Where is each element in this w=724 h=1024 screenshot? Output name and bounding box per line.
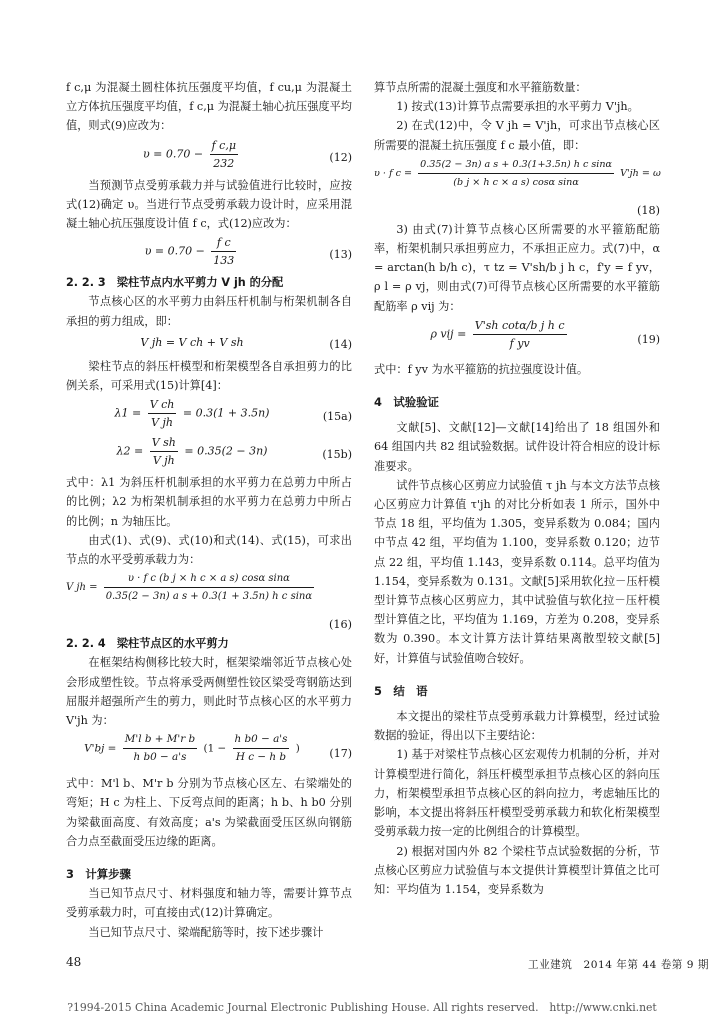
eq-fraction [150, 435, 178, 468]
equation-15a [66, 397, 352, 433]
section-heading-3: 3 计算步骤 [66, 867, 131, 882]
eq-fraction [211, 235, 236, 268]
eq-numerator: f c [211, 235, 236, 252]
section-heading-2-2-4: 2. 2. 4 梁柱节点区的水平剪力 [66, 637, 229, 651]
eq-lhs: V'bj = [84, 742, 117, 755]
eq-denominator: 0.35(2 − 3n) a s + 0.3(1 + 3.5n) h c sinα [105, 591, 313, 603]
equation-number: (12) [329, 150, 352, 164]
page-number: 48 [66, 955, 82, 969]
section-heading-4: 4 试验验证 [374, 395, 439, 410]
eq-fraction [148, 397, 177, 430]
eq-body: V jh = V ch + V sh [140, 335, 244, 349]
paragraph: 节点核心区的水平剪力由斜压杆机制与桁架机制各自承担的剪力组成，即： [66, 295, 352, 328]
eq-numerator: M'l b + M'r b [123, 732, 198, 749]
journal-info: 工业建筑 2014 年第 44 卷第 9 期 [528, 959, 709, 971]
eq-lhs: υ = 0.70 − [144, 244, 205, 258]
copyright-notice: ?1994-2015 China Academic Journal Electronic Publishing House. All rights reserved. http://www.cnki.net [67, 1001, 657, 1014]
eq-denominator: 232 [213, 156, 235, 170]
equation-19 [374, 318, 660, 358]
paragraph: 式中：λ1 为斜压杆机制承担的水平剪力在总剪力中所占的比例；λ2 为桁架机制承担的水平剪力在总剪力中所占的比例；n 为轴压比。 [66, 476, 352, 528]
paragraph: 2) 在式(12)中，令 V jh = V'jh，可求出节点核心区所需要的混凝土抗压强度 f c 最小值，即： [374, 119, 660, 152]
equation-number: (14) [329, 337, 352, 351]
equation-number: (17) [329, 747, 352, 761]
eq-denominator: h b0 − a's [133, 751, 187, 764]
equation-14 [66, 333, 352, 355]
eq-denominator: 133 [213, 254, 235, 268]
eq-numerator: V sh [150, 435, 178, 452]
eq-rhs: = 0.3(1 + 3.5n) [182, 406, 270, 420]
paragraph: 在框架结构侧移比较大时，框架梁端邻近节点核心处会形成塑性铰。节点将承受两侧塑性铰区梁受弯钢筋达到屈服并超强所产生的剪力，则此时节点核心区的水平剪力 V'jh 为： [66, 656, 352, 728]
paragraph: 文献[5]、文献[12]—文献[14]给出了 18 组国外和 64 组国内共 82 组试验数据。试件设计符合相应的设计标准要求。 [374, 421, 660, 473]
eq-denominator: f yv [509, 336, 530, 350]
eq-fraction [123, 732, 198, 765]
eq-denominator: V jh [151, 416, 174, 430]
eq-fraction [473, 318, 567, 351]
eq-denominator: H c − h b [235, 751, 287, 764]
eq-rhs: = 0.35(2 − 3n) [184, 444, 268, 458]
eq-numerator: f c,μ [210, 138, 238, 155]
paragraph: 当已知节点尺寸、材料强度和轴力等，需要计算节点受剪承载力时，可直接由式(12)计算确定。 [66, 887, 352, 920]
equation-18 [374, 157, 660, 199]
paragraph: f c,μ 为混凝土圆柱体抗压强度平均值，f cu,μ 为混凝土立方体抗压强度平均值，f c,μ 为混凝土轴心抗压强度平均值，则式(9)应改为： [66, 81, 352, 133]
paragraph: 1) 基于对梁柱节点核心区宏观传力机制的分析，并对计算模型进行简化，斜压杆模型承担节点核心区的斜向压力，桁架模型承担节点核心区的斜向拉力，考虑轴压比的影响，本文提出将斜压杆模型受剪承载力和软化桁架模型受剪承载力按一定的比例组合的计算模型。 [374, 748, 660, 839]
eq-numerator: υ · f c (b j × h c × a s) cosα sinα [104, 571, 314, 588]
paragraph: 试件节点核心区剪应力试验值 τ jh 与本文方法节点核心区剪应力计算值 τ'jh 的对比分析如表 1 所示，国外中节点 18 组，平均值为 1.305，变异系数为 0.084；国内中节点 42 组，平均值为 1.100，变异系数 0.120；边节点 22 组，平均值 1.143，变异系数 0.114。总平均值为 1.154，变异系数为 0.131。文献[5]采用软化拉－压杆模型计算节点核心区剪应力，其中试验值与软化拉－压杆模型计算值之比，平均值为 1.169，方差为 0.208，变异系数为 0.390。本文计算方法计算结果离散型较文献[5]好，计算值与试验值吻合较好。 [374, 478, 660, 665]
section-heading-2-2-3: 2. 2. 3 梁柱节点内水平剪力 V jh 的分配 [66, 276, 284, 290]
eq-lhs: V jh = [66, 582, 98, 594]
eq-lhs: υ = 0.70 − [143, 147, 204, 161]
equation-13 [66, 235, 352, 271]
paragraph: 式中：f yv 为水平箍筋的抗拉强度设计值。 [374, 362, 589, 376]
equation-number: (13) [329, 248, 352, 262]
paragraph: 2) 根据对国内外 82 个梁柱节点试验数据的分析，节点核心区剪应力试验值与本文提供计算模型计算值之比可知：平均值为 1.154，变异系数为 [374, 844, 660, 896]
section-heading-5: 5 结 语 [374, 683, 428, 698]
paragraph: 算节点所需的混凝土强度和水平箍筋数量： [374, 81, 587, 94]
equation-number: (15b) [322, 448, 352, 462]
paragraph: 式中：M'l b、M'r b 分别为节点核心区左、右梁端处的弯矩；H c 为柱上、下反弯点间的距离；h b、h b0 分别为梁截面高度、有效高度；a's 为梁截面受压区纵向钢筋合力点至截面受压边缘的距离。 [66, 777, 352, 848]
paragraph: 1) 按式(13)计算节点需要承担的水平剪力 V'jh。 [396, 100, 639, 114]
paragraph: 本文提出的梁柱节点受剪承载力计算模型，经过试验数据的验证，得出以下主要结论： [374, 710, 660, 743]
eq-rhs: V'jh = ω [620, 167, 661, 179]
equation-16 [66, 571, 352, 613]
eq-lhs: λ1 = [114, 406, 142, 420]
paragraph: 3) 由式(7)计算节点核心区所需要的水平箍筋配筋率，桁架机制只承担剪应力，不承担正应力。式(7)中，α = arctan(h b/h c)，τ tz = V'sh/b j h c，f'y = f yv，ρ l = ρ vj，则由式(7)可得节点核心区所需要的水平箍筋配筋率 ρ vij 为： [374, 222, 660, 313]
eq-numerator: h b0 − a's [233, 732, 290, 749]
equation-number: (16) [329, 618, 352, 632]
eq-numerator: V ch [148, 397, 177, 414]
equation-12 [66, 138, 352, 174]
eq-fraction [210, 138, 238, 171]
right-column [374, 78, 660, 899]
left-column [66, 78, 352, 942]
equation-number: (19) [637, 332, 660, 346]
paragraph: 梁柱节点的斜压杆模型和桁架模型各自承担剪力的比例关系，可采用式(15)计算[4]： [66, 359, 352, 393]
eq-lhs: ρ vij = [430, 327, 467, 341]
eq-denominator: (b j × h c × a s) cosα sinα [453, 176, 579, 188]
equation-number: (18) [637, 203, 660, 217]
equation-15b [66, 435, 352, 471]
paragraph: 由式(1)、式(9)、式(10)和式(14)、式(15)，可求出节点的水平受剪承载力为： [66, 533, 352, 567]
paragraph: 当已知节点尺寸、梁端配筋等时，按下述步骤计 [88, 925, 324, 939]
eq-fraction [233, 732, 290, 765]
paragraph: 当预测节点受剪承载力并与试验值进行比较时，应按式(12)确定 υ。当进行节点受剪承载力设计时，应采用混凝土轴心抗压强度设计值 f c，式(12)应改为： [66, 178, 352, 231]
eq-lhs: υ · f c = [374, 167, 413, 179]
eq-fraction [104, 571, 314, 604]
eq-numerator: 0.35(2 − 3n) a s + 0.3(1+3.5n) h c sinα [418, 157, 614, 174]
eq-numerator: V'sh cotα/b j h c [473, 318, 567, 335]
eq-fraction [418, 157, 614, 190]
equation-number: (15a) [322, 410, 352, 424]
equation-17: V'bj = $\frac{\text{M'l b + M'r b}}{\text{h b0 − a's}}$ (1 − $\frac{\text{h b0 − a's}}{\text{H c − h b}}$ ) (17) [84, 733, 352, 764]
eq-denominator: V jh [152, 454, 175, 468]
eq-lhs: λ2 = [116, 444, 144, 458]
